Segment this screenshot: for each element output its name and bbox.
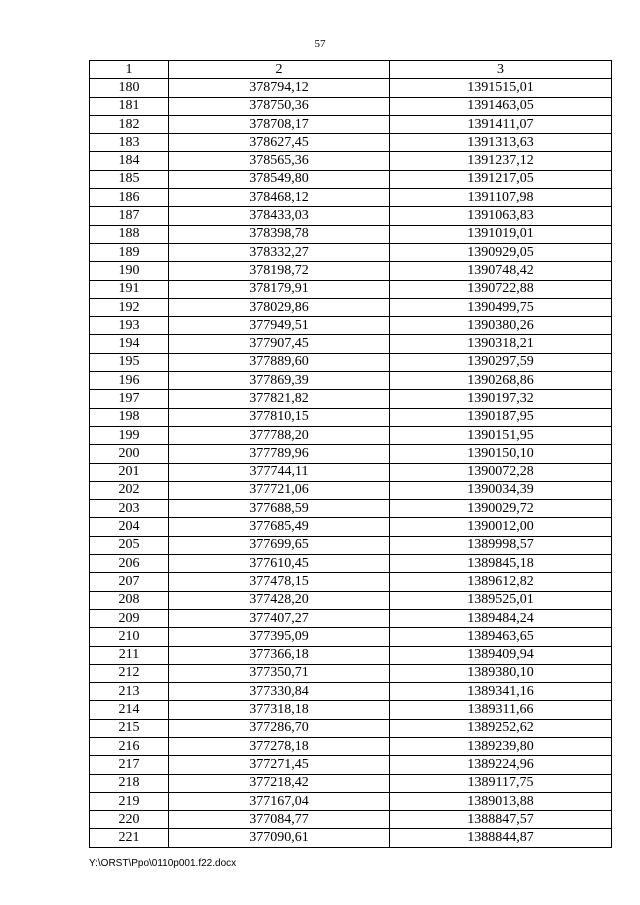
point-number-cell: 211 xyxy=(90,646,169,664)
x-coordinate-cell: 378433,03 xyxy=(169,207,390,225)
point-number-cell: 203 xyxy=(90,500,169,518)
y-coordinate-cell: 1389224,96 xyxy=(390,756,612,774)
x-coordinate-cell: 377744,11 xyxy=(169,463,390,481)
x-coordinate-cell: 377869,39 xyxy=(169,372,390,390)
point-number-cell: 216 xyxy=(90,737,169,755)
table-row xyxy=(90,152,612,170)
y-coordinate-cell: 1389409,94 xyxy=(390,646,612,664)
column-header-1: 1 xyxy=(90,61,169,79)
point-number-cell: 192 xyxy=(90,298,169,316)
table-header-row xyxy=(90,61,612,79)
y-coordinate-cell: 1388844,87 xyxy=(390,829,612,847)
point-number-cell: 195 xyxy=(90,353,169,371)
point-number-cell: 197 xyxy=(90,390,169,408)
point-number-cell: 215 xyxy=(90,719,169,737)
point-number-cell: 219 xyxy=(90,792,169,810)
x-coordinate-cell: 377685,49 xyxy=(169,518,390,536)
point-number-cell: 218 xyxy=(90,774,169,792)
x-coordinate-cell: 377478,15 xyxy=(169,573,390,591)
x-coordinate-cell: 377810,15 xyxy=(169,408,390,426)
page-number: 57 xyxy=(314,38,326,50)
x-coordinate-cell: 377699,65 xyxy=(169,536,390,554)
table-row xyxy=(90,518,612,536)
column-header-3: 3 xyxy=(390,61,612,79)
table-row xyxy=(90,390,612,408)
y-coordinate-cell: 1390297,59 xyxy=(390,353,612,371)
table-row xyxy=(90,115,612,133)
table-row xyxy=(90,792,612,810)
y-coordinate-cell: 1389117,75 xyxy=(390,774,612,792)
y-coordinate-cell: 1390499,75 xyxy=(390,298,612,316)
table-row xyxy=(90,79,612,97)
x-coordinate-cell: 377407,27 xyxy=(169,609,390,627)
y-coordinate-cell: 1389463,65 xyxy=(390,628,612,646)
y-coordinate-cell: 1390034,39 xyxy=(390,481,612,499)
y-coordinate-cell: 1390150,10 xyxy=(390,445,612,463)
y-coordinate-cell: 1390151,95 xyxy=(390,426,612,444)
point-number-cell: 194 xyxy=(90,335,169,353)
x-coordinate-cell: 377610,45 xyxy=(169,555,390,573)
table-row xyxy=(90,134,612,152)
x-coordinate-cell: 377907,45 xyxy=(169,335,390,353)
y-coordinate-cell: 1389341,16 xyxy=(390,683,612,701)
column-header-2: 2 xyxy=(169,61,390,79)
table-row xyxy=(90,609,612,627)
point-number-cell: 184 xyxy=(90,152,169,170)
x-coordinate-cell: 377949,51 xyxy=(169,317,390,335)
table-row xyxy=(90,628,612,646)
point-number-cell: 220 xyxy=(90,811,169,829)
table-row xyxy=(90,189,612,207)
point-number-cell: 185 xyxy=(90,170,169,188)
x-coordinate-cell: 378549,80 xyxy=(169,170,390,188)
x-coordinate-cell: 377278,18 xyxy=(169,737,390,755)
table-row xyxy=(90,262,612,280)
x-coordinate-cell: 378398,78 xyxy=(169,225,390,243)
y-coordinate-cell: 1389525,01 xyxy=(390,591,612,609)
y-coordinate-cell: 1390748,42 xyxy=(390,262,612,280)
point-number-cell: 210 xyxy=(90,628,169,646)
y-coordinate-cell: 1390187,95 xyxy=(390,408,612,426)
y-coordinate-cell: 1389013,88 xyxy=(390,792,612,810)
y-coordinate-cell: 1391463,05 xyxy=(390,97,612,115)
x-coordinate-cell: 377218,42 xyxy=(169,774,390,792)
y-coordinate-cell: 1389998,57 xyxy=(390,536,612,554)
table-row xyxy=(90,774,612,792)
x-coordinate-cell: 377350,71 xyxy=(169,664,390,682)
table-row xyxy=(90,170,612,188)
x-coordinate-cell: 378198,72 xyxy=(169,262,390,280)
x-coordinate-cell: 378179,91 xyxy=(169,280,390,298)
point-number-cell: 183 xyxy=(90,134,169,152)
table-row xyxy=(90,408,612,426)
table-row xyxy=(90,737,612,755)
y-coordinate-cell: 1391313,63 xyxy=(390,134,612,152)
y-coordinate-cell: 1389845,18 xyxy=(390,555,612,573)
table-row xyxy=(90,353,612,371)
y-coordinate-cell: 1389380,10 xyxy=(390,664,612,682)
y-coordinate-cell: 1389252,62 xyxy=(390,719,612,737)
y-coordinate-cell: 1389311,66 xyxy=(390,701,612,719)
x-coordinate-cell: 377721,06 xyxy=(169,481,390,499)
point-number-cell: 209 xyxy=(90,609,169,627)
x-coordinate-cell: 377821,82 xyxy=(169,390,390,408)
point-number-cell: 205 xyxy=(90,536,169,554)
table-row xyxy=(90,481,612,499)
x-coordinate-cell: 377428,20 xyxy=(169,591,390,609)
y-coordinate-cell: 1391107,98 xyxy=(390,189,612,207)
y-coordinate-cell: 1390197,32 xyxy=(390,390,612,408)
point-number-cell: 221 xyxy=(90,829,169,847)
y-coordinate-cell: 1389612,82 xyxy=(390,573,612,591)
x-coordinate-cell: 378794,12 xyxy=(169,79,390,97)
y-coordinate-cell: 1391063,83 xyxy=(390,207,612,225)
point-number-cell: 212 xyxy=(90,664,169,682)
point-number-cell: 193 xyxy=(90,317,169,335)
point-number-cell: 191 xyxy=(90,280,169,298)
table-row xyxy=(90,811,612,829)
x-coordinate-cell: 377167,04 xyxy=(169,792,390,810)
y-coordinate-cell: 1390072,28 xyxy=(390,463,612,481)
x-coordinate-cell: 377788,20 xyxy=(169,426,390,444)
y-coordinate-cell: 1391019,01 xyxy=(390,225,612,243)
table-row xyxy=(90,97,612,115)
x-coordinate-cell: 377318,18 xyxy=(169,701,390,719)
table-row xyxy=(90,555,612,573)
y-coordinate-cell: 1391237,12 xyxy=(390,152,612,170)
y-coordinate-cell: 1390380,26 xyxy=(390,317,612,335)
x-coordinate-cell: 378750,36 xyxy=(169,97,390,115)
table-row xyxy=(90,463,612,481)
point-number-cell: 189 xyxy=(90,243,169,261)
table-row xyxy=(90,573,612,591)
table-row xyxy=(90,243,612,261)
y-coordinate-cell: 1389484,24 xyxy=(390,609,612,627)
table-row xyxy=(90,426,612,444)
table-row xyxy=(90,207,612,225)
x-coordinate-cell: 377889,60 xyxy=(169,353,390,371)
point-number-cell: 217 xyxy=(90,756,169,774)
point-number-cell: 196 xyxy=(90,372,169,390)
point-number-cell: 208 xyxy=(90,591,169,609)
y-coordinate-cell: 1390012,00 xyxy=(390,518,612,536)
table-row xyxy=(90,536,612,554)
table-row xyxy=(90,317,612,335)
point-number-cell: 180 xyxy=(90,79,169,97)
point-number-cell: 199 xyxy=(90,426,169,444)
footer-file-path: Y:\ORST\Ppo\0110p001.f22.docx xyxy=(89,858,237,869)
x-coordinate-cell: 378029,86 xyxy=(169,298,390,316)
x-coordinate-cell: 377084,77 xyxy=(169,811,390,829)
table-row xyxy=(90,280,612,298)
x-coordinate-cell: 378565,36 xyxy=(169,152,390,170)
table-row xyxy=(90,500,612,518)
point-number-cell: 190 xyxy=(90,262,169,280)
table-row xyxy=(90,664,612,682)
table-row xyxy=(90,372,612,390)
point-number-cell: 198 xyxy=(90,408,169,426)
y-coordinate-cell: 1391411,07 xyxy=(390,115,612,133)
point-number-cell: 207 xyxy=(90,573,169,591)
table-row xyxy=(90,591,612,609)
coordinates-table xyxy=(89,60,612,848)
table-row xyxy=(90,646,612,664)
point-number-cell: 188 xyxy=(90,225,169,243)
x-coordinate-cell: 377395,09 xyxy=(169,628,390,646)
x-coordinate-cell: 377688,59 xyxy=(169,500,390,518)
x-coordinate-cell: 377789,96 xyxy=(169,445,390,463)
x-coordinate-cell: 377271,45 xyxy=(169,756,390,774)
table-row xyxy=(90,756,612,774)
point-number-cell: 202 xyxy=(90,481,169,499)
table-row xyxy=(90,445,612,463)
x-coordinate-cell: 377366,18 xyxy=(169,646,390,664)
point-number-cell: 200 xyxy=(90,445,169,463)
table-row xyxy=(90,701,612,719)
table-row xyxy=(90,298,612,316)
table-row xyxy=(90,683,612,701)
point-number-cell: 214 xyxy=(90,701,169,719)
point-number-cell: 182 xyxy=(90,115,169,133)
point-number-cell: 187 xyxy=(90,207,169,225)
y-coordinate-cell: 1390268,86 xyxy=(390,372,612,390)
table-row xyxy=(90,719,612,737)
x-coordinate-cell: 378332,27 xyxy=(169,243,390,261)
point-number-cell: 186 xyxy=(90,189,169,207)
y-coordinate-cell: 1390318,21 xyxy=(390,335,612,353)
y-coordinate-cell: 1390929,05 xyxy=(390,243,612,261)
x-coordinate-cell: 377090,61 xyxy=(169,829,390,847)
table-row xyxy=(90,335,612,353)
y-coordinate-cell: 1390722,88 xyxy=(390,280,612,298)
y-coordinate-cell: 1390029,72 xyxy=(390,500,612,518)
point-number-cell: 206 xyxy=(90,555,169,573)
x-coordinate-cell: 378468,12 xyxy=(169,189,390,207)
x-coordinate-cell: 378627,45 xyxy=(169,134,390,152)
point-number-cell: 213 xyxy=(90,683,169,701)
table-row xyxy=(90,829,612,847)
x-coordinate-cell: 377286,70 xyxy=(169,719,390,737)
x-coordinate-cell: 377330,84 xyxy=(169,683,390,701)
table-row xyxy=(90,225,612,243)
y-coordinate-cell: 1388847,57 xyxy=(390,811,612,829)
x-coordinate-cell: 378708,17 xyxy=(169,115,390,133)
point-number-cell: 181 xyxy=(90,97,169,115)
point-number-cell: 201 xyxy=(90,463,169,481)
y-coordinate-cell: 1391217,05 xyxy=(390,170,612,188)
point-number-cell: 204 xyxy=(90,518,169,536)
table-body xyxy=(90,79,612,847)
y-coordinate-cell: 1389239,80 xyxy=(390,737,612,755)
y-coordinate-cell: 1391515,01 xyxy=(390,79,612,97)
